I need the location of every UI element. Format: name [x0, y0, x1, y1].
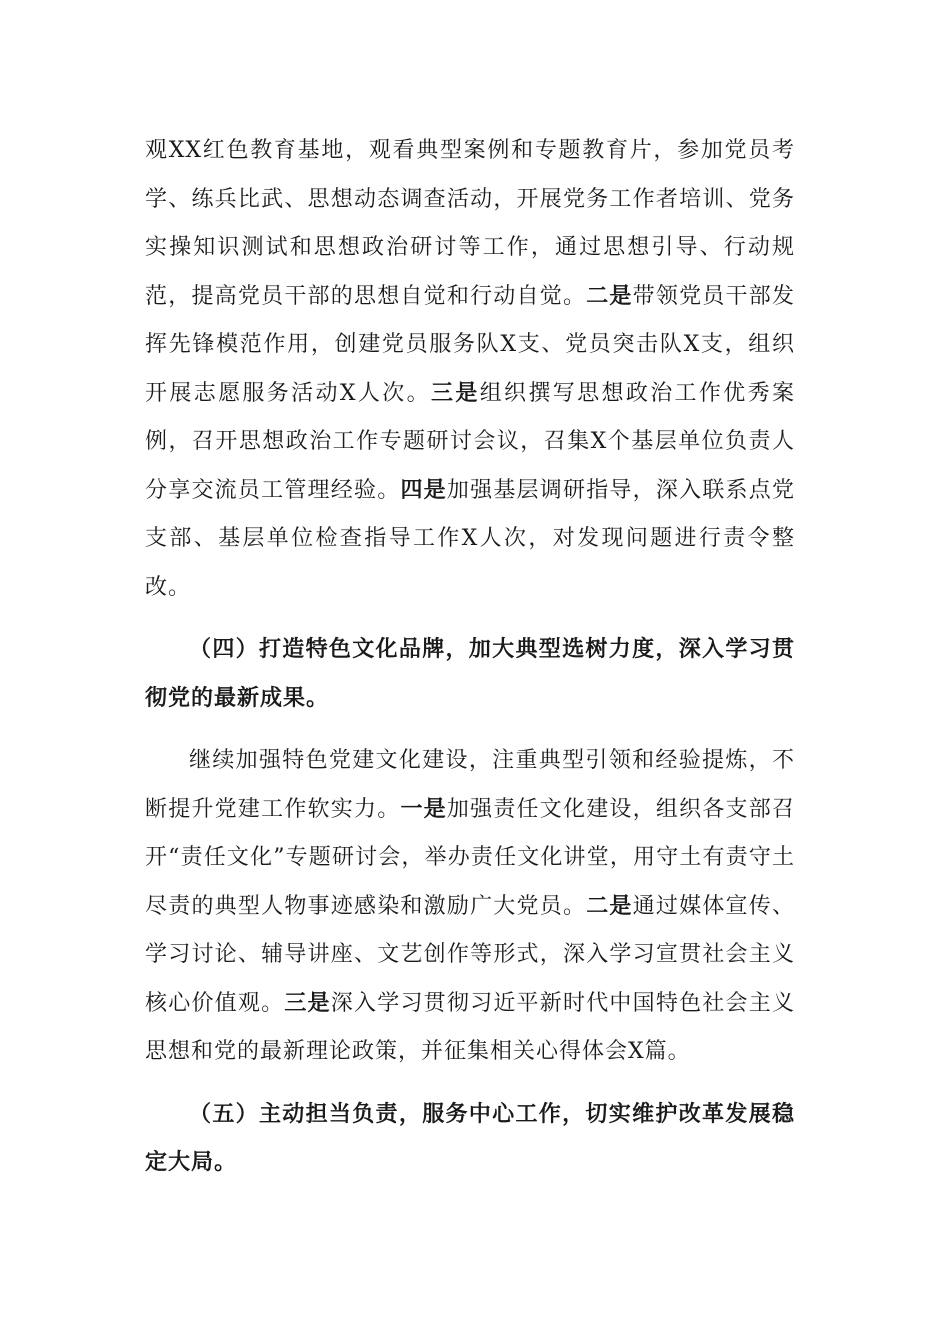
body-text: 深入学习贯彻习近平新时代中国特色社会主义思想和党的最新理论政策，并征集相关心得体会X篇。 — [145, 990, 795, 1064]
keyword-san-shi: 三是 — [284, 990, 331, 1016]
keyword-yi-shi: 一是 — [400, 796, 447, 822]
body-text: 继续加强特色党建文化建设，注重典型引领和经验提炼，不断提升党建工作软实力。 — [145, 748, 795, 822]
keyword-er-shi: 二是 — [586, 283, 633, 309]
body-text: 观XX红色教育基地，观看典型案例和专题教育片，参加党员考学、练兵比武、思想动态调查活动，开展党务工作者培训、党务实操知识测试和思想政治研讨等工作，通过思想引导、行动规范，提高党员干部的思想自觉和行动自觉。 — [145, 138, 795, 309]
document-body — [145, 127, 795, 1188]
paragraph-body-1 — [145, 127, 795, 612]
heading-text: （五）主动担当负责，服务中心工作，切实维护改革发展稳定大局。 — [145, 1101, 795, 1175]
section-heading-4 — [145, 626, 795, 723]
keyword-si-shi: 四是 — [400, 477, 447, 503]
body-text: 带领党员干部发挥先锋模范作用，创建党员服务队X支、党员突击队X支，组织开展志愿服务活动X人次。 — [145, 283, 795, 406]
keyword-san-shi: 三是 — [430, 380, 480, 406]
keyword-er-shi: 二是 — [586, 893, 633, 919]
body-text: 加强责任文化建设，组织各支部召开“责任文化”专题研讨会，举办责任文化讲堂，用守土有责守土尽责的典型人物事迹感染和激励广大党员。 — [145, 796, 795, 919]
body-text: 通过媒体宣传、学习讨论、辅导讲座、文艺创作等形式，深入学习宣贯社会主义核心价值观。 — [145, 893, 795, 1016]
body-text: 加强基层调研指导，深入联系点党支部、基层单位检查指导工作X人次，对发现问题进行责令整改。 — [145, 477, 795, 600]
section-heading-5 — [145, 1091, 795, 1188]
body-text: 组织撰写思想政治工作优秀案例，召开思想政治工作专题研讨会议，召集X个基层单位负责人分享交流员工管理经验。 — [145, 380, 795, 503]
heading-text: （四）打造特色文化品牌，加大典型选树力度，深入学习贯彻党的最新成果。 — [145, 637, 795, 711]
paragraph-body-2 — [145, 737, 795, 1077]
